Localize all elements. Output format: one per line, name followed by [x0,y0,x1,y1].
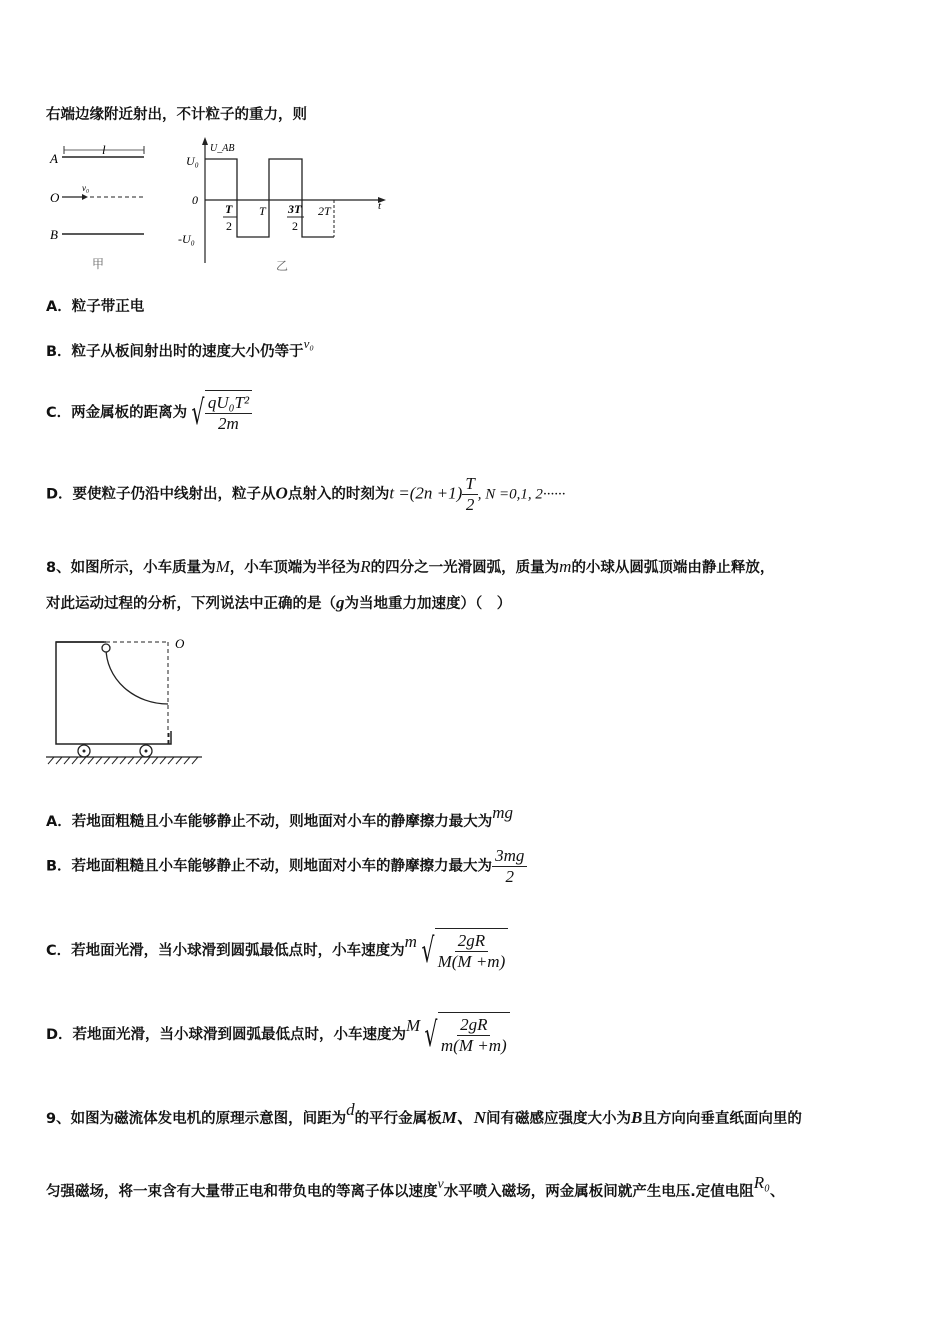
t-axis-label: t [378,200,382,212]
q7-option-b: B．粒子从板间射出时的速度大小仍等于v₀ [46,336,314,360]
q9-stem-line2: 匀强磁场，将一束含有大量带正电和带负电的等离子体以速度v水平喷入磁场，两金属板间就产生电压.定值电阻R₀、 [46,1173,785,1200]
plate-a-label: A [50,151,58,166]
v0-label: v₀ [82,183,90,193]
tick-3t-half-den: 2 [292,219,298,233]
q9-stem-line1: 9、如图为磁流体发电机的原理示意图，间距为d的平行金属板M、N间有磁感应强度大小为B且方向向垂直纸面向里的 [46,1100,802,1127]
point-o-label: O [175,636,185,651]
point-o-label: O [50,190,60,205]
q8-stem-line1: 8、如图所示，小车质量为M，小车顶端为半径为R的四分之一光滑圆弧，质量为m的小球从圆弧顶端由静止释放， [46,557,775,576]
figure-yi [178,137,386,273]
u-ab-label: U_AB [210,143,235,154]
q7-option-d: D．要使粒子仍沿中线射出，粒子从O点射入的时刻为t =(2n +1) $\frac{T}{2}$ , N =0,1, 2······ [46,474,566,514]
caption-yi: 乙 [276,259,289,273]
tick-3t-half-num: 3T [288,202,302,216]
q8-option-a: A．若地面粗糙且小车能够静止不动，则地面对小车的静摩擦力最大为mg [46,803,514,830]
q8-option-b: B．若地面粗糙且小车能够静止不动，则地面对小车的静摩擦力最大为 $\frac{3mg}{2}$ [46,846,527,887]
length-label: l [102,142,106,157]
v0-math: v₀ [303,336,314,351]
sqrt-expression: √ $\frac{\text{qU₀T²}}{2m}$ [187,390,252,436]
plate-b-label: B [50,227,58,242]
tick-t: T [259,204,266,218]
tick-t-half-num: T [225,202,233,216]
zero-label: 0 [192,193,198,207]
q7-option-a: A．粒子带正电 [46,299,145,315]
q8-option-c: C．若地面光滑，当小球滑到圆弧最低点时，小车速度为m √ $\frac{2gR}{M(M +m)}$ [46,928,508,974]
u0-label: U₀ [186,154,199,168]
small-ball [102,644,110,652]
q7-option-c: C．两金属板的距离为 √ $\frac{\text{qU₀T²}}{2m}$ [46,390,252,436]
q8-stem-line2: 对此运动过程的分析，下列说法中正确的是（g为当地重力加速度）（ ） [46,593,512,612]
caption-jia: 甲 [92,257,105,271]
q8-option-d: D．若地面光滑，当小球滑到圆弧最低点时，小车速度为M √ $\frac{2gR}{m(M +m)}$ [46,1012,510,1058]
q7-intro: 右端边缘附近射出，不计粒子的重力，则 [46,107,307,123]
tick-2t: 2T [318,204,331,218]
q8-figure [44,630,214,770]
figure-jia [49,142,144,271]
neg-u0-label: -U₀ [178,232,195,246]
tick-t-half-den: 2 [226,219,232,233]
q7-figure [44,135,404,275]
